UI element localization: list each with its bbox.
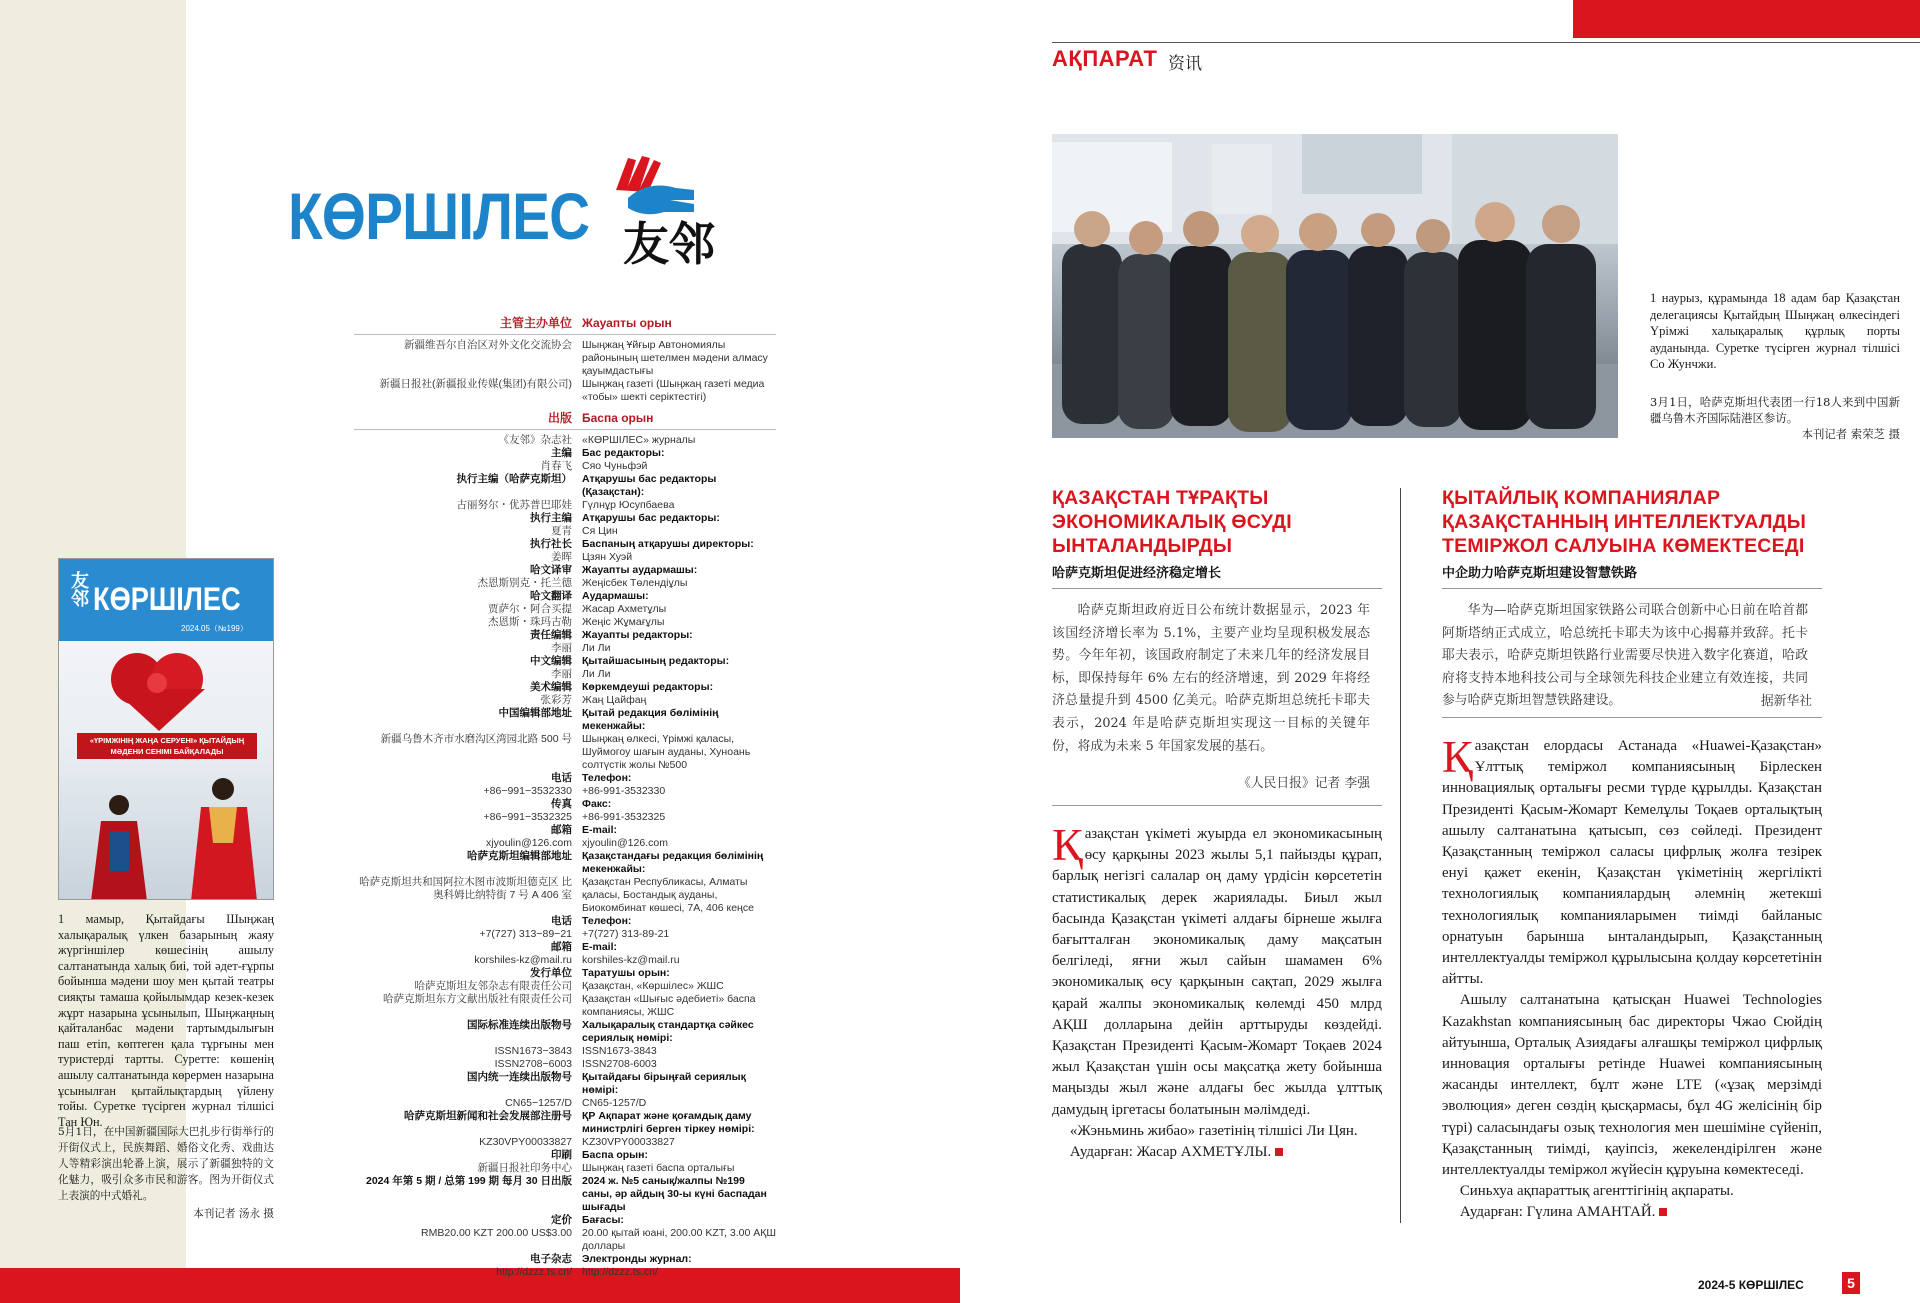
masthead-value-kz: Қазақстан, «Көршілес» ЖШС bbox=[582, 980, 724, 992]
masthead-value-kz: Сяо Чуньфэй bbox=[582, 460, 648, 472]
article2-kz-body bbox=[1442, 731, 1822, 1224]
photo-credit: 本刊记者 索荣芝 摄 bbox=[1801, 427, 1900, 441]
masthead-divider bbox=[354, 429, 776, 430]
masthead-label-row bbox=[354, 473, 776, 499]
masthead-label-row bbox=[354, 824, 776, 837]
masthead-label-kz: Телефон: bbox=[582, 915, 632, 927]
masthead-value-kz: Жеңіс Жұмағұлы bbox=[582, 616, 665, 628]
masthead-label-cn: 国际标准连续出版物号 bbox=[467, 1019, 572, 1031]
top-rule bbox=[1052, 42, 1920, 43]
masthead-label-kz: 2024 ж. №5 санық/жалпы №199 саны, әр айдың 30-ы күні баспадан шығады bbox=[582, 1175, 767, 1213]
masthead-value-row bbox=[354, 499, 776, 512]
masthead-value-row bbox=[354, 642, 776, 655]
article2-cn-credit: 据新华社 bbox=[1760, 694, 1812, 709]
masthead-label-cn: 哈文译审 bbox=[530, 564, 572, 576]
masthead-value-cn: http://dzzz.ts.cn/ bbox=[496, 1266, 572, 1278]
article1-dropcap: Қ bbox=[1052, 819, 1083, 870]
masthead-label-row bbox=[354, 850, 776, 876]
masthead-value-kz: Жасар Ахметұлы bbox=[582, 603, 667, 615]
section-title: АҚПАРАТ bbox=[1052, 46, 1158, 71]
masthead-value-kz: 20.00 қытай юані, 200.00 KZT, 3.00 АҚШ доллары bbox=[582, 1227, 776, 1252]
masthead-value-kz: ISSN2708-6003 bbox=[582, 1058, 657, 1070]
masthead-value-row bbox=[354, 811, 776, 824]
masthead-value-cn: korshiles-kz@mail.ru bbox=[474, 954, 572, 966]
masthead-label-kz: Көркемдеуші редакторы: bbox=[582, 681, 714, 693]
masthead-label-cn: 邮箱 bbox=[551, 824, 572, 836]
cover-caption-kz: 1 мамыр, Қытайдағы Шыңжаң халықаралық үлкен базарының жаяу жүргіншілер көшесінің ашылу салтанатында халық биі, той әдет-ғұрпы бойынша мәдени шоу мен қытай театры сияқты тамаша қойылымдар кезек-кезек жұрт назарына ұсынылып, Шыңжаңның қайталанбас мәдени тартымдылығын паш етіп, көптеген қала тұрғыны мен туристерді тартты. Суретте: көшенің ашылу салтанатында көрермен назарына ұсынылған қытайлықтардың үйлену тойы. Суретке түсірген журнал тілшісі Тан Юн. bbox=[58, 912, 274, 1129]
masthead-label-row bbox=[354, 1149, 776, 1162]
masthead-label-kz: Таратушы орын: bbox=[582, 967, 670, 979]
masthead-head-kz: Жауапты орын bbox=[582, 316, 672, 330]
top-red-block bbox=[1573, 0, 1920, 38]
article1-title-line: ЭКОНОМИКАЛЫҚ ӨСУДІ bbox=[1052, 511, 1292, 533]
masthead-label-cn: 执行主编（哈萨克斯坦） bbox=[456, 473, 572, 485]
masthead-label-row bbox=[354, 772, 776, 785]
masthead-value-kz: Жеңісбек Төлендіұлы bbox=[582, 577, 688, 589]
korshiles-logo bbox=[288, 150, 728, 270]
masthead-value-kz: Ся Цин bbox=[582, 525, 618, 537]
masthead-value-row bbox=[354, 339, 776, 378]
masthead-value-cn: KZ30VPY00033827 bbox=[479, 1136, 572, 1148]
masthead-value-row bbox=[354, 785, 776, 798]
article2-title bbox=[1442, 486, 1842, 558]
article1-title bbox=[1052, 486, 1382, 558]
masthead-label-kz: Атқарушы бас редакторы: bbox=[582, 512, 720, 524]
masthead-label-cn: 主编 bbox=[551, 447, 572, 459]
masthead-label-cn: 印刷 bbox=[551, 1149, 572, 1161]
masthead bbox=[354, 315, 776, 1279]
cover-cn-title: 友邻 bbox=[68, 571, 89, 607]
masthead-value-row bbox=[354, 616, 776, 629]
masthead-label-row bbox=[354, 1253, 776, 1266]
masthead-value-kz: KZ30VPY00033827 bbox=[582, 1136, 675, 1148]
performer-figure-icon bbox=[87, 791, 151, 900]
masthead-label-row bbox=[354, 1175, 776, 1214]
masthead-label-cn: 电话 bbox=[551, 772, 572, 784]
article1-cn-text: 哈萨克斯坦政府近日公布统计数据显示，2023 年该国经济增长率为 5.1%，主要产业均呈现积极发展态势。今年年初，该国政府制定了未来几年的经济发展目标，即保持每年 6% 左右的经济增速，到 2029 年将经济总量提升到 4500 亿美元。哈萨克斯坦总统托卡耶夫表示，2024 年是哈萨克斯坦实现这一目标的关键年份，将成为未来 5 年国家发展的基石。 bbox=[1052, 603, 1370, 754]
masthead-value-kz: Шыңжаң өлкесі, Үрімжі қаласы, Шуймогоу шағын ауданы, Хуноань солтүстік жолы №500 bbox=[582, 733, 751, 771]
masthead-section-head bbox=[354, 410, 776, 426]
masthead-label-row bbox=[354, 655, 776, 668]
masthead-label-kz: Телефон: bbox=[582, 772, 632, 784]
article2-title-line: ТЕМІРЖОЛ САЛУЫНА КӨМЕКТЕСЕДІ bbox=[1442, 535, 1805, 557]
masthead-label-row bbox=[354, 967, 776, 980]
masthead-value-row bbox=[354, 980, 776, 993]
masthead-label-kz: ҚР Ақпарат және қоғамдық даму министрлігі берген тіркеу нөмірі: bbox=[582, 1110, 755, 1135]
masthead-value-cn: 贾萨尔・阿合买提 bbox=[488, 603, 572, 615]
article1-subtitle: 哈萨克斯坦促进经济稳定增长 bbox=[1052, 566, 1222, 581]
masthead-value-row bbox=[354, 1058, 776, 1071]
article1-title-line: ЫНТАЛАНДЫРДЫ bbox=[1052, 535, 1233, 557]
masthead-value-cn: +7(727) 313−89−21 bbox=[479, 928, 572, 940]
masthead-value-kz: +86-991-3532330 bbox=[582, 785, 666, 797]
masthead-value-cn: 新疆日报社印务中心 bbox=[477, 1162, 572, 1174]
masthead-value-kz: Шыңжаң газеті (Шыңжаң газеті медиа «тобы» шекті серіктестігі) bbox=[582, 378, 765, 403]
masthead-value-row bbox=[354, 434, 776, 447]
masthead-label-row bbox=[354, 681, 776, 694]
masthead-value-cn: ISSN2708−6003 bbox=[494, 1058, 572, 1070]
masthead-value-kz: Шыңжаң Ұйғыр Автономиялы районының шетелмен мәдени алмасу қауымдастығы bbox=[582, 339, 768, 377]
end-mark-icon bbox=[1659, 1208, 1667, 1216]
masthead-value-row bbox=[354, 1227, 776, 1253]
masthead-label-row bbox=[354, 538, 776, 551]
masthead-label-cn: 执行社长 bbox=[530, 538, 572, 550]
red-heart-decoration-icon bbox=[99, 649, 219, 733]
article1-title-line: ҚАЗАҚСТАН ТҰРАҚТЫ bbox=[1052, 487, 1269, 509]
magazine-cover bbox=[58, 558, 274, 900]
masthead-value-kz: CN65-1257/D bbox=[582, 1097, 647, 1109]
masthead-value-row bbox=[354, 993, 776, 1019]
masthead-value-row bbox=[354, 378, 776, 404]
masthead-value-cn: 杰恩斯别克・托兰德 bbox=[477, 577, 572, 589]
article1-kz-p3: Аударған: Жасар АХМЕТҰЛЫ. bbox=[1069, 1144, 1272, 1161]
masthead-label-cn: 电话 bbox=[551, 915, 572, 927]
masthead-label-kz: Баспаның атқарушы директоры: bbox=[582, 538, 754, 550]
masthead-label-cn: 执行主编 bbox=[530, 512, 572, 524]
masthead-value-cn: 哈萨克斯坦东方文献出版社有限责任公司 bbox=[383, 993, 572, 1005]
masthead-value-cn: xjyoulin@126.com bbox=[486, 837, 572, 849]
masthead-value-cn: RMB20.00 KZT 200.00 US$3.00 bbox=[421, 1227, 572, 1239]
masthead-label-cn: 传真 bbox=[551, 798, 572, 810]
masthead-value-cn: 李丽 bbox=[551, 642, 572, 654]
masthead-label-kz: Қытай редакция бөлімінің мекенжайы: bbox=[582, 707, 719, 732]
masthead-label-row bbox=[354, 1110, 776, 1136]
masthead-value-cn: 哈萨克斯坦共和国阿拉木图市波斯坦德克区 比奥科姆比纳特街 7 号 A 406 室 bbox=[359, 876, 572, 901]
masthead-label-cn: 美术编辑 bbox=[530, 681, 572, 693]
masthead-label-kz: Қытайдағы бірыңғай сериялық нөмірі: bbox=[582, 1071, 746, 1096]
masthead-head-cn: 出版 bbox=[547, 411, 572, 425]
delegation-photo bbox=[1052, 134, 1618, 438]
cover-kz-title: КӨРШІЛЕС bbox=[93, 581, 241, 617]
masthead-value-row bbox=[354, 928, 776, 941]
masthead-value-cn: 新疆维吾尔自治区对外文化交流协会 bbox=[404, 339, 572, 351]
section-title-cn: 资讯 bbox=[1168, 54, 1202, 74]
right-page bbox=[960, 0, 1920, 1303]
masthead-value-kz: Жаң Цайфаң bbox=[582, 694, 647, 706]
masthead-head-kz: Баспа орын bbox=[582, 411, 654, 425]
masthead-value-row bbox=[354, 1266, 776, 1279]
article2-title-line: ҚАЗАҚСТАННЫҢ ИНТЕЛЛЕКТУАЛДЫ bbox=[1442, 511, 1807, 533]
masthead-value-row bbox=[354, 837, 776, 850]
masthead-label-row bbox=[354, 512, 776, 525]
masthead-label-kz: Жауапты аудармашы: bbox=[582, 564, 698, 576]
masthead-value-row bbox=[354, 551, 776, 564]
masthead-label-cn: 邮箱 bbox=[551, 941, 572, 953]
article1-cn-credit: 《人民日报》记者 李强 bbox=[1237, 776, 1370, 791]
masthead-value-row bbox=[354, 954, 776, 967]
masthead-value-kz: korshiles-kz@mail.ru bbox=[582, 954, 680, 966]
photo-caption-kz: 1 наурыз, құрамында 18 адам бар Қазақстан делегациясы Қытайдың Шыңжаң өлкесіндегі Үрімжі халықаралық құрлық порты ауданында. Суретке түсірген журнал тілшісі Со Жунчжи. bbox=[1650, 291, 1900, 372]
page-footer: 2024-5 КӨРШІЛЕС bbox=[1698, 1278, 1804, 1292]
masthead-label-cn: 哈萨克斯坦编辑部地址 bbox=[467, 850, 572, 862]
masthead-value-cn: ISSN1673−3843 bbox=[494, 1045, 572, 1057]
masthead-value-cn: CN65−1257/D bbox=[505, 1097, 572, 1109]
cover-issue: 2024.05（№199） bbox=[181, 624, 248, 633]
masthead-label-kz: Электронды журнал: bbox=[582, 1253, 692, 1265]
masthead-value-row bbox=[354, 460, 776, 473]
masthead-label-cn: 国内统一连续出版物号 bbox=[467, 1071, 572, 1083]
article2-title-line: ҚЫТАЙЛЫҚ КОМПАНИЯЛАР bbox=[1442, 487, 1721, 509]
masthead-value-row bbox=[354, 1136, 776, 1149]
article1-kz-body bbox=[1052, 819, 1382, 1163]
masthead-label-row bbox=[354, 590, 776, 603]
column-divider bbox=[1400, 488, 1401, 1223]
performer-figure-icon bbox=[189, 773, 259, 900]
masthead-label-kz: Халықаралық стандартқа сәйкес сериялық нөмірі: bbox=[582, 1019, 754, 1044]
masthead-value-kz: +86-991-3532325 bbox=[582, 811, 666, 823]
cover-credit: 本刊记者 汤永 摄 bbox=[193, 1208, 274, 1220]
cover-photo bbox=[59, 641, 274, 900]
masthead-value-kz: Ли Ли bbox=[582, 642, 611, 654]
masthead-label-kz: Баспа орын: bbox=[582, 1149, 648, 1161]
masthead-value-kz: Қазақстан Республикасы, Алматы қаласы, Бостандық ауданы, Биокомбинат көшесі, 7А, 406 кеңсе bbox=[582, 876, 754, 914]
masthead-value-kz: Қазақстан «Шығыс әдебиеті» баспа компаниясы, ЖШС bbox=[582, 993, 756, 1018]
article2-kz-p4: Аударған: Гүлина АМАНТАЙ. bbox=[1459, 1204, 1656, 1221]
masthead-label-row bbox=[354, 564, 776, 577]
masthead-value-row bbox=[354, 603, 776, 616]
masthead-value-cn: 李丽 bbox=[551, 668, 572, 680]
masthead-label-cn: 哈文翻译 bbox=[530, 590, 572, 602]
masthead-value-cn: 古丽努尔・优苏普巴耶娃 bbox=[456, 499, 572, 511]
page-number: 5 bbox=[1842, 1272, 1860, 1294]
masthead-value-kz: Ли Ли bbox=[582, 668, 611, 680]
masthead-value-kz: Цзян Хуэй bbox=[582, 551, 633, 563]
masthead-label-row bbox=[354, 629, 776, 642]
masthead-divider bbox=[354, 334, 776, 335]
article2-kz-p2: Ашылу салтанатына қатысқан Huawei Technologies Kazakhstan компаниясының бас директоры Чжао Сюйдің айтуынша, Орталық Азиядағы алғашқы теміржол цифрлық инновация орталығы ретінде Huawei компаниясының жасанды интеллект, бұлт және LTE («ұзақ мерзімді эволюция» деген сөздің қысқармасы, бұл 4G желісінің бір түрі) саласындағы озық технология мен шешіміне сүйеніп, Қазақстанның тиімді, қауіпсіз, жекелендірілген және интеллектуалды теміржол жүйесін құруына көмектеседі. bbox=[1442, 992, 1822, 1179]
masthead-head-cn: 主管主办单位 bbox=[499, 316, 572, 330]
masthead-value-row bbox=[354, 733, 776, 772]
masthead-value-row bbox=[354, 1045, 776, 1058]
masthead-label-cn: 电子杂志 bbox=[530, 1253, 572, 1265]
masthead-label-cn: 定价 bbox=[551, 1214, 572, 1226]
masthead-value-cn: 哈萨克斯坦友邻杂志有限责任公司 bbox=[414, 980, 572, 992]
masthead-value-kz: Шыңжаң газеті баспа орталығы bbox=[582, 1162, 735, 1174]
article2-dropcap: Қ bbox=[1442, 731, 1473, 782]
masthead-label-kz: Атқарушы бас редакторы (Қазақстан): bbox=[582, 473, 717, 498]
masthead-label-kz: Аудармашы: bbox=[582, 590, 649, 602]
masthead-value-row bbox=[354, 876, 776, 915]
masthead-label-kz: Жауапты редакторы: bbox=[582, 629, 693, 641]
masthead-label-cn: 责任编辑 bbox=[530, 629, 572, 641]
masthead-label-row bbox=[354, 1071, 776, 1097]
masthead-section-head bbox=[354, 315, 776, 331]
masthead-label-row bbox=[354, 941, 776, 954]
masthead-label-cn: 中文编辑 bbox=[530, 655, 572, 667]
masthead-value-cn: 《友邻》杂志社 bbox=[498, 434, 572, 446]
masthead-value-cn: 杰恩斯・珠玛古勒 bbox=[488, 616, 572, 628]
masthead-value-row bbox=[354, 668, 776, 681]
masthead-value-cn: 姜晖 bbox=[551, 551, 572, 563]
masthead-value-cn: 肖春飞 bbox=[540, 460, 572, 472]
masthead-value-cn: 新疆日报社(新疆报业传媒(集团)有限公司) bbox=[379, 378, 572, 390]
masthead-label-cn: 中国编辑部地址 bbox=[498, 707, 572, 719]
masthead-value-row bbox=[354, 1162, 776, 1175]
masthead-label-row bbox=[354, 798, 776, 811]
masthead-value-cn: +86−991−3532330 bbox=[483, 785, 572, 797]
masthead-value-kz: +7(727) 313-89-21 bbox=[582, 928, 670, 940]
masthead-label-row bbox=[354, 707, 776, 733]
masthead-label-kz: E-mail: bbox=[582, 941, 618, 953]
masthead-label-row bbox=[354, 1019, 776, 1045]
masthead-value-row bbox=[354, 1097, 776, 1110]
masthead-value-kz: http://dzzz.ts.cn/ bbox=[582, 1266, 658, 1278]
masthead-label-cn: 发行单位 bbox=[530, 967, 572, 979]
masthead-value-cn: 新疆乌鲁木齐市水磨沟区湾园北路 500 号 bbox=[380, 733, 572, 745]
masthead-value-kz: ISSN1673-3843 bbox=[582, 1045, 657, 1057]
masthead-label-kz: Факс: bbox=[582, 798, 612, 810]
masthead-label-row bbox=[354, 915, 776, 928]
masthead-label-row bbox=[354, 1214, 776, 1227]
masthead-label-kz: E-mail: bbox=[582, 824, 618, 836]
masthead-label-kz: Бас редакторы: bbox=[582, 447, 665, 459]
article2-kz-p1: азақстан елордасы Астанада «Huawei-Қазақстан» Ұлттық теміржол компаниясының Бірлескен инновациялық орталығы ресми түрде құрылды. Қазақстан Президенті Қасым-Жомарт Кемелұлы Тоқаев орталықтың ашылу салтанатына қатысып, сөз сөйледі. Президент Қазақстанның теміржол саласы цифрлық жолға тезірек енуі қажет екенін, Қазақстан үкіметінің жергілікті технологиялық компаниялардың әлемнің жетекші технологиялық компанияларымен тиімді байланыс орнатуын барынша ынталандырып, Қазақстанның интеллектуалды теміржол құрылысына қолдау көрсететінін айтты. bbox=[1442, 738, 1822, 988]
end-mark-icon bbox=[1275, 1148, 1283, 1156]
masthead-label-row bbox=[354, 447, 776, 460]
masthead-label-cn: 哈萨克斯坦新闻和社会发展部注册号 bbox=[404, 1110, 572, 1122]
masthead-value-row bbox=[354, 577, 776, 590]
logo-kz-text: КӨРШІЛЕС bbox=[288, 179, 590, 253]
masthead-value-kz: xjyoulin@126.com bbox=[582, 837, 668, 849]
masthead-value-row bbox=[354, 525, 776, 538]
masthead-value-cn: +86−991−3532325 bbox=[483, 811, 572, 823]
masthead-value-kz: «КӨРШІЛЕС» журналы bbox=[582, 434, 696, 446]
masthead-value-cn: 张彩芳 bbox=[540, 694, 572, 706]
masthead-value-cn: 夏青 bbox=[551, 525, 572, 537]
masthead-value-row bbox=[354, 694, 776, 707]
delegation-photo-scene bbox=[1052, 134, 1618, 438]
photo-caption-cn: 3月1日，哈萨克斯坦代表团一行18人来到中国新疆乌鲁木齐国际陆港区参访。 bbox=[1650, 395, 1900, 425]
logo-cn-text: 友邻 bbox=[623, 217, 715, 271]
article2-kz-p3: Синьхуа ақпараттық агенттігінің ақпараты. bbox=[1459, 1183, 1734, 1200]
masthead-label-kz: Бағасы: bbox=[582, 1214, 624, 1226]
masthead-value-kz: Гүлнұр Юсупбаева bbox=[582, 499, 675, 511]
cover-banner: «ҮРІМЖІНІҢ ЖАҢА СЕРУЕНІ» ҚЫТАЙДЫҢ МӘДЕНИ СЕНІМІ БАЙҚАЛАДЫ bbox=[77, 733, 257, 759]
masthead-label-kz: Қазақстандағы редакция бөлімінің мекенжайы: bbox=[582, 850, 764, 875]
masthead-label-kz: Қытайшасының редакторы: bbox=[582, 655, 730, 667]
article1-kz-p2: «Жэньминь жибао» газетінің тілшісі Ли Цян. bbox=[1069, 1122, 1358, 1139]
masthead-label-cn: 2024 年第 5 期 / 总第 199 期 每月 30 日出版 bbox=[366, 1175, 572, 1187]
article2-subtitle: 中企助力哈萨克斯坦建设智慧铁路 bbox=[1442, 566, 1638, 581]
article1-kz-p1: азақстан үкіметі жуырда ел экономикасының өсу қарқыны 2023 жылы 5,1 пайызды құрап, барлық негізгі салалар оң даму үрдісін көрсететін статистикалық дерек жариялады. Биыл жыл басында Қазақстан үкіметі алдағы бірнеше жылға бағытталған экономикалық даму мақсатын белгіледі, яғни жыл сайын шамамен 6% экономикалық өсу қарқынын сақтап, 2029 жылға қарай жалпы экономикалық көлемді 450 млрд АҚШ долларына дейін арттыруды көздейді. Қазақстан Президенті Қасым-Жомарт Тоқаев 2024 жыл Қазақстан үшін осы мақсатқа жету бойынша маңызды жыл және алдағы бес жылда ұлттық дамудың іргетасы болатынын мәлімдеді. bbox=[1052, 826, 1382, 1118]
article2-cn-text: 华为—哈萨克斯坦国家铁路公司联合创新中心日前在哈首都阿斯塔纳正式成立，哈总统托卡耶夫为该中心揭幕并致辞。托卡耶夫表示，哈萨克斯坦铁路行业需要尽快进入数字化赛道，哈政府将支持本地科技公司与全球领先科技企业建立有效连接，共同参与哈萨克斯坦智慧铁路建设。 bbox=[1442, 603, 1808, 709]
cover-caption-cn: 5月1日，在中国新疆国际大巴扎步行街举行的开街仪式上，民族舞蹈、婚俗文化秀、戏曲达人等精彩演出轮番上演，展示了新疆独特的文化魅力，吸引众多市民和游客。图为开街仪式上表演的中式婚礼。 bbox=[58, 1126, 274, 1202]
